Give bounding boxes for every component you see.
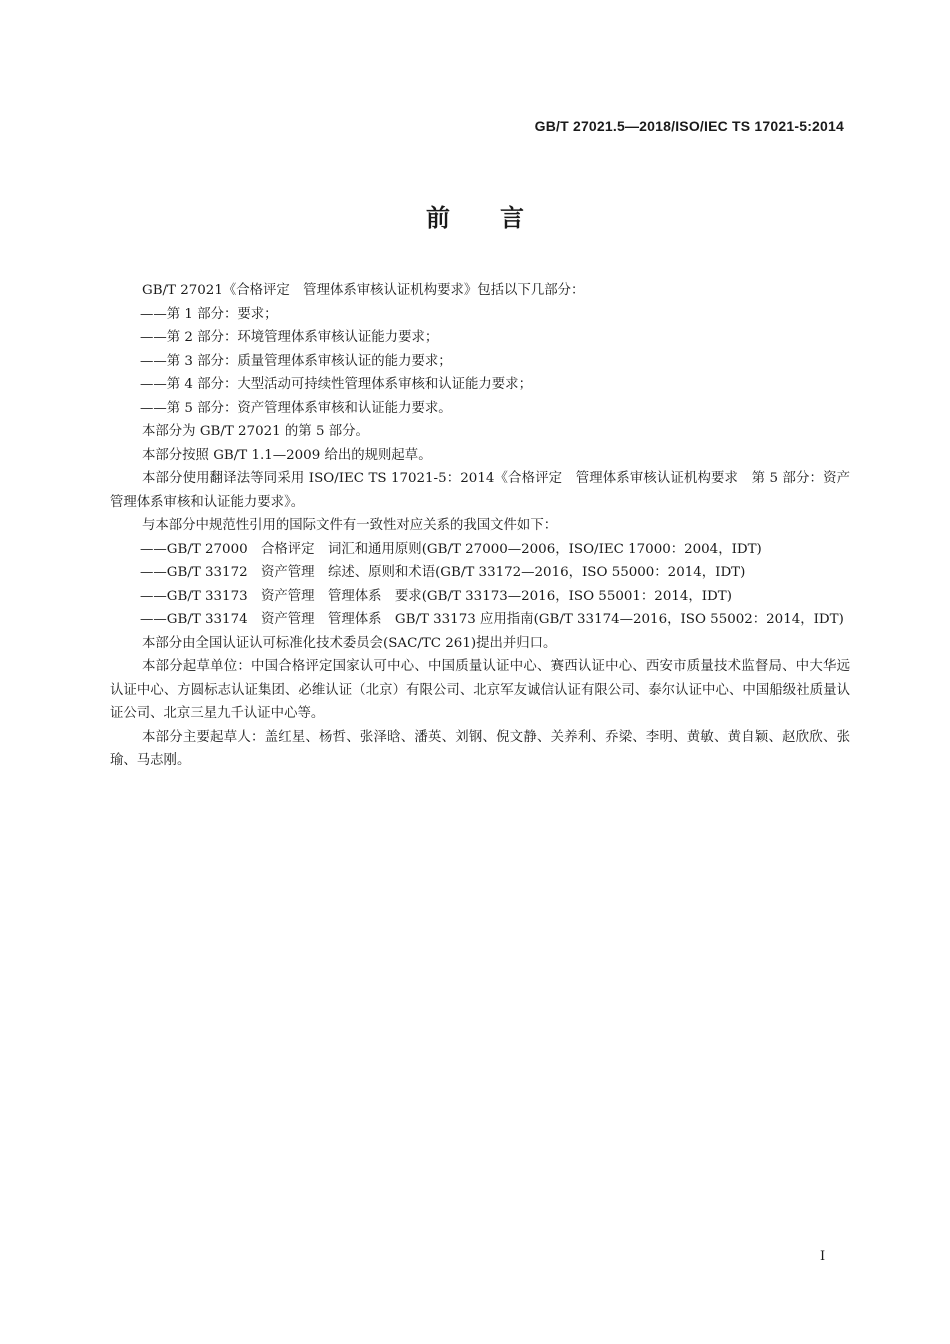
part-list-item-1: ——第 1 部分：要求； bbox=[140, 306, 278, 322]
reference-item-1: ——GB/T 27000 合格评定 词汇和通用原则(GB/T 27000—2006，ISO/IEC 17000：2004，IDT) bbox=[140, 541, 762, 557]
part-list-item-2: ——第 2 部分：环境管理体系审核认证能力要求； bbox=[140, 330, 439, 345]
reference-item-3: ——GB/T 33173 资产管理 管理体系 要求(GB/T 33173—2016，ISO 55001：2014，IDT) bbox=[140, 588, 732, 604]
standard-number: GB/T 27021.5—2018/ISO/IEC TS 17021-5:2014 bbox=[534, 118, 844, 134]
drafters-paragraph: 本部分主要起草人：盖红星、杨哲、张泽晗、潘英、刘钢、倪文静、关养利、乔梁、李明、黄敏、黄自颖、赵欣欣、张瑜、马志刚。 bbox=[110, 729, 850, 768]
drafting-units-paragraph: 本部分起草单位：中国合格评定国家认可中心、中国质量认证中心、赛西认证中心、西安市质量技术监督局、中大华远认证中心、方圆标志认证集团、必维认证（北京）有限公司、北京军友诚信认证有限公司、泰尔认证中心、中国船级社质量认证公司、北京三星九千认证中心等。 bbox=[110, 659, 850, 721]
proposed-by-paragraph: 本部分由全国认证认可标准化技术委员会(SAC/TC 261)提出并归口。 bbox=[142, 635, 557, 651]
intro-paragraph: GB/T 27021《合格评定 管理体系审核认证机构要求》包括以下几部分： bbox=[142, 283, 585, 298]
part-list-item-5: ——第 5 部分：资产管理体系审核和认证能力要求。 bbox=[140, 400, 452, 416]
page-title: 前言 bbox=[426, 204, 574, 232]
part-list-item-4: ——第 4 部分：大型活动可持续性管理体系审核和认证能力要求； bbox=[140, 377, 532, 392]
reference-item-4: ——GB/T 33174 资产管理 管理体系 GB/T 33173 应用指南(GB/T 33174—2016，ISO 55002：2014，IDT) bbox=[140, 612, 844, 627]
part-list-item-3: ——第 3 部分：质量管理体系审核认证的能力要求； bbox=[140, 353, 452, 369]
drafting-rules-paragraph: 本部分按照 GB/T 1.1—2009 给出的规则起草。 bbox=[142, 447, 432, 463]
page-number: I bbox=[820, 1249, 826, 1264]
part-of-paragraph: 本部分为 GB/T 27021 的第 5 部分。 bbox=[142, 424, 369, 439]
foreword-body bbox=[110, 279, 850, 773]
adoption-paragraph: 本部分使用翻译法等同采用 ISO/IEC TS 17021-5：2014《合格评定 管理体系审核认证机构要求 第 5 部分：资产管理体系审核和认证能力要求》。 bbox=[110, 471, 850, 510]
refs-intro-paragraph: 与本部分中规范性引用的国际文件有一致性对应关系的我国文件如下： bbox=[142, 518, 558, 533]
reference-item-2: ——GB/T 33172 资产管理 综述、原则和术语(GB/T 33172—2016，ISO 55000：2014，IDT) bbox=[140, 565, 746, 580]
